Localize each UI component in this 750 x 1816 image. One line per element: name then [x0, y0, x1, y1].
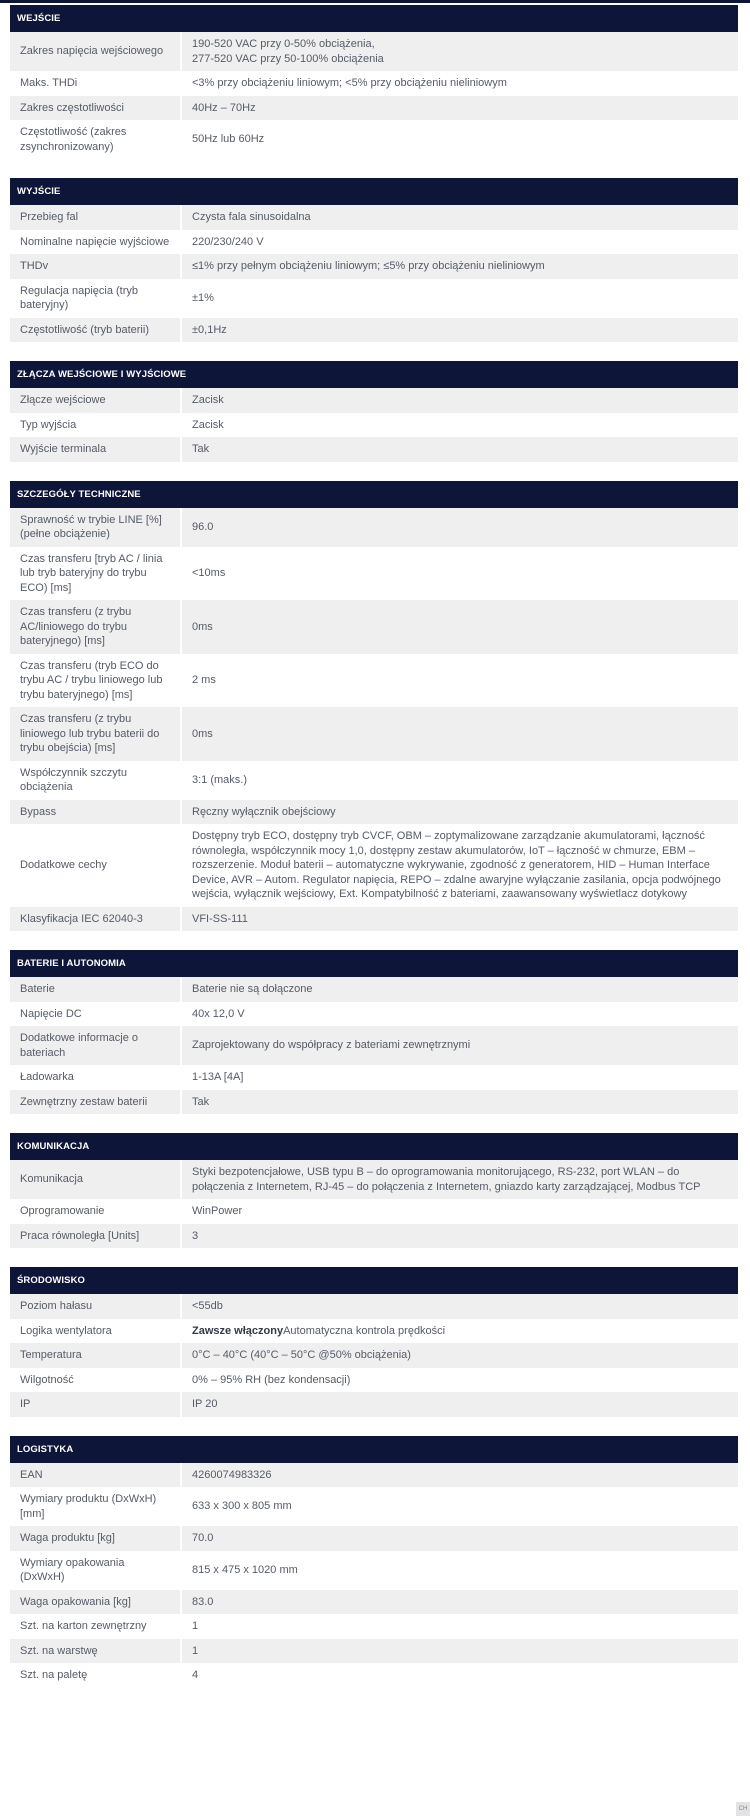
spec-value: Dostępny tryb ECO, dostępny tryb CVCF, OBM – zoptymalizowane zarządzanie akumulatorami, łączność równoległa, współczynnik mocy 1,0, dostępny zestaw akumulatorów, IoT – łączność w chmurze, EBM – rozszerzenie. Moduł baterii – automatyczne wykrywanie, zgodność z generatorem, HID – Human Interface Device, AVR – Autom. Regulator napięcia, REPO – zdalne awaryjne wyłączanie zasilania, opcja podwójnego wejścia, wyłącznik wejściowy, Ext. Kompatybilność z bateriami, zaawansowany wyświetlacz dotykowy: [181, 824, 738, 907]
spec-value: Zacisk: [181, 413, 738, 438]
spec-row: [10, 120, 738, 159]
spec-value: 220/230/240 V: [181, 230, 738, 255]
spec-label: Poziom hałasu: [10, 1294, 181, 1319]
spec-row: [10, 1224, 738, 1249]
spec-table: [10, 1160, 738, 1248]
spec-row: [10, 1614, 738, 1639]
spec-row: [10, 824, 738, 907]
spec-row: [10, 761, 738, 800]
spec-row: [10, 907, 738, 932]
spec-label: IP: [10, 1392, 181, 1417]
spec-label: Temperatura: [10, 1343, 181, 1368]
spec-label: Klasyfikacja IEC 62040-3: [10, 907, 181, 932]
spec-value: 4: [181, 1663, 738, 1688]
spec-label: THDv: [10, 254, 181, 279]
spec-row: [10, 71, 738, 96]
spec-row: [10, 1551, 738, 1590]
section-title: KOMUNIKACJA: [10, 1133, 738, 1160]
spec-label: Zakres napięcia wejściowego: [10, 32, 181, 71]
spec-row: [10, 1294, 738, 1319]
spec-label: Typ wyjścia: [10, 413, 181, 438]
spec-value: 40Hz – 70Hz: [181, 96, 738, 121]
spec-table: [10, 1463, 738, 1688]
spec-row: [10, 413, 738, 438]
section-baterie-i-autonomia: [10, 950, 738, 1114]
spec-table: [10, 388, 738, 462]
spec-value: <10ms: [181, 547, 738, 601]
spec-row: [10, 437, 738, 462]
spec-value: WinPower: [181, 1199, 738, 1224]
spec-label: Wilgotność: [10, 1368, 181, 1393]
spec-value: ±0,1Hz: [181, 318, 738, 343]
section-wejscie: [10, 5, 738, 159]
spec-value: ≤1% przy pełnym obciążeniu liniowym; ≤5% przy obciążeniu nieliniowym: [181, 254, 738, 279]
spec-value: 40x 12,0 V: [181, 1002, 738, 1027]
spec-label: Napięcie DC: [10, 1002, 181, 1027]
spec-value: Styki bezpotencjałowe, USB typu B – do oprogramowania monitorującego, RS-232, port WLAN – do połączenia z Internetem, RJ-45 – do połączenia z Internetem, gniazdo karty zarządzającej, Modbus TCP: [181, 1160, 738, 1199]
spec-table: [10, 977, 738, 1114]
spec-row: [10, 1065, 738, 1090]
spec-value: 2 ms: [181, 654, 738, 708]
spec-value: VFI-SS-111: [181, 907, 738, 932]
spec-label: Logika wentylatora: [10, 1319, 181, 1344]
spec-value: ±1%: [181, 279, 738, 318]
spec-label: Czas transferu (tryb ECO do trybu AC / trybu liniowego lub trybu bateryjnego) [ms]: [10, 654, 181, 708]
spec-label: Bypass: [10, 800, 181, 825]
spec-value-emphasis: Zawsze włączony: [192, 1324, 284, 1337]
spec-row: [10, 318, 738, 343]
spec-value: 0% – 95% RH (bez kondensacji): [181, 1368, 738, 1393]
spec-row: [10, 1319, 738, 1344]
spec-row: [10, 1343, 738, 1368]
spec-label: Zakres częstotliwości: [10, 96, 181, 121]
spec-row: [10, 32, 738, 71]
spec-table: [10, 205, 738, 342]
top-border: [0, 0, 750, 3]
spec-label: EAN: [10, 1463, 181, 1488]
spec-value: <3% przy obciążeniu liniowym; <5% przy obciążeniu nieliniowym: [181, 71, 738, 96]
spec-value: 815 x 475 x 1020 mm: [181, 1551, 738, 1590]
spec-value: 83.0: [181, 1590, 738, 1615]
spec-row: [10, 707, 738, 761]
section-title: LOGISTYKA: [10, 1436, 738, 1463]
spec-label: Szt. na karton zewnętrzny: [10, 1614, 181, 1639]
section-title: WEJŚCIE: [10, 5, 738, 32]
spec-label: Praca równoległa [Units]: [10, 1224, 181, 1249]
section-title: ŚRODOWISKO: [10, 1267, 738, 1294]
spec-value-text: Automatyczna kontrola prędkości: [283, 1324, 446, 1337]
spec-label: Częstotliwość (tryb baterii): [10, 318, 181, 343]
section-srodowisko: [10, 1267, 738, 1417]
spec-value: 96.0: [181, 508, 738, 547]
spec-row: [10, 96, 738, 121]
spec-label: Czas transferu (z trybu AC/liniowego do trybu bateryjnego) [ms]: [10, 600, 181, 654]
spec-row: [10, 279, 738, 318]
spec-value: 190-520 VAC przy 0-50% obciążenia, 277-520 VAC przy 50-100% obciążenia: [181, 32, 738, 71]
spec-row: [10, 654, 738, 708]
section-komunikacja: [10, 1133, 738, 1248]
spec-label: Waga opakowania [kg]: [10, 1590, 181, 1615]
spec-label: Ładowarka: [10, 1065, 181, 1090]
spec-row: [10, 1199, 738, 1224]
spec-label: Baterie: [10, 977, 181, 1002]
spec-value: 4260074983326: [181, 1463, 738, 1488]
spec-value: 0°C – 40°C (40°C – 50°C @50% obciążenia): [181, 1343, 738, 1368]
spec-row: [10, 1487, 738, 1526]
spec-value: 50Hz lub 60Hz: [181, 120, 738, 159]
section-title: SZCZEGÓŁY TECHNICZNE: [10, 481, 738, 508]
section-zlacza-wejsciowe-i-wyjsciowe: [10, 361, 738, 462]
spec-label: Sprawność w trybie LINE [%] (pełne obciążenie): [10, 508, 181, 547]
section-title: ZŁĄCZA WEJŚCIOWE I WYJŚCIOWE: [10, 361, 738, 388]
spec-label: Czas transferu [tryb AC / linia lub tryb bateryjny do trybu ECO) [ms]: [10, 547, 181, 601]
spec-label: Waga produktu [kg]: [10, 1526, 181, 1551]
section-title: WYJŚCIE: [10, 178, 738, 205]
spec-row: [10, 600, 738, 654]
spec-label: Komunikacja: [10, 1160, 181, 1199]
spec-row: [10, 1090, 738, 1115]
spec-label: Dodatkowe informacje o bateriach: [10, 1026, 181, 1065]
spec-label: Przebieg fal: [10, 205, 181, 230]
section-szczegoly-techniczne: [10, 481, 738, 932]
spec-row: [10, 1160, 738, 1199]
spec-value: 70.0: [181, 1526, 738, 1551]
spec-value: 633 x 300 x 805 mm: [181, 1487, 738, 1526]
spec-label: Szt. na paletę: [10, 1663, 181, 1688]
spec-value: <55db: [181, 1294, 738, 1319]
section-logistyka: [10, 1436, 738, 1688]
spec-row: [10, 1590, 738, 1615]
spec-value: Zaprojektowany do współpracy z bateriami zewnętrznymi: [181, 1026, 738, 1065]
spec-label: Częstotliwość (zakres zsynchronizowany): [10, 120, 181, 159]
section-title: BATERIE I AUTONOMIA: [10, 950, 738, 977]
spec-value: Ręczny wyłącznik obejściowy: [181, 800, 738, 825]
spec-label: Wymiary opakowania (DxWxH): [10, 1551, 181, 1590]
spec-row: [10, 800, 738, 825]
spec-row: [10, 1002, 738, 1027]
spec-label: Wyjście terminala: [10, 437, 181, 462]
spec-label: Oprogramowanie: [10, 1199, 181, 1224]
spec-value: Tak: [181, 437, 738, 462]
spec-table: [10, 508, 738, 932]
spec-value: 1: [181, 1639, 738, 1664]
spec-label: Współczynnik szczytu obciążenia: [10, 761, 181, 800]
spec-value: 0ms: [181, 707, 738, 761]
spec-label: Maks. THDi: [10, 71, 181, 96]
spec-value: Tak: [181, 1090, 738, 1115]
spec-table: [10, 32, 738, 159]
spec-label: Nominalne napięcie wyjściowe: [10, 230, 181, 255]
spec-row: [10, 1526, 738, 1551]
spec-row: [10, 388, 738, 413]
spec-value: 1: [181, 1614, 738, 1639]
section-wyjscie: [10, 178, 738, 342]
spec-row: [10, 508, 738, 547]
spec-row: [10, 205, 738, 230]
spec-row: [10, 1368, 738, 1393]
spec-value: Czysta fala sinusoidalna: [181, 205, 738, 230]
spec-value: Zacisk: [181, 388, 738, 413]
spec-value: IP 20: [181, 1392, 738, 1417]
spec-row: [10, 230, 738, 255]
spec-row: [10, 1026, 738, 1065]
spec-label: Regulacja napięcia (tryb bateryjny): [10, 279, 181, 318]
spec-value: Baterie nie są dołączone: [181, 977, 738, 1002]
spec-value: 3: [181, 1224, 738, 1249]
spec-value: 3:1 (maks.): [181, 761, 738, 800]
spec-table: [10, 1294, 738, 1417]
spec-row: [10, 1463, 738, 1488]
spec-value: 1-13A [4A]: [181, 1065, 738, 1090]
spec-label: Dodatkowe cechy: [10, 824, 181, 907]
spec-row: [10, 254, 738, 279]
spec-row: [10, 1639, 738, 1664]
spec-row: [10, 1392, 738, 1417]
spec-value: 0ms: [181, 600, 738, 654]
spec-label: Wymiary produktu (DxWxH) [mm]: [10, 1487, 181, 1526]
corner-widget[interactable]: CH: [736, 1802, 750, 1816]
spec-label: Zewnętrzny zestaw baterii: [10, 1090, 181, 1115]
spec-value: [181, 1319, 738, 1344]
spec-row: [10, 977, 738, 1002]
spec-label: Złącze wejściowe: [10, 388, 181, 413]
spec-label: Szt. na warstwę: [10, 1639, 181, 1664]
spec-row: [10, 547, 738, 601]
spec-row: [10, 1663, 738, 1688]
spec-sheet: [10, 5, 738, 1707]
spec-label: Czas transferu (z trybu liniowego lub trybu baterii do trybu obejścia) [ms]: [10, 707, 181, 761]
